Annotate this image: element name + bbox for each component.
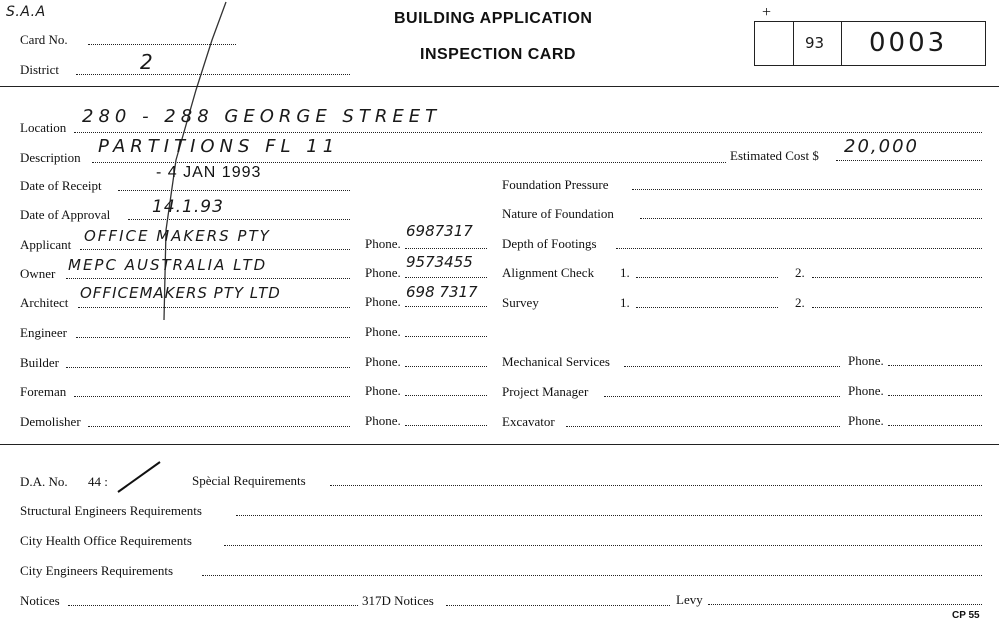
owner-phone-label: Phone. [365, 265, 401, 280]
applicant-label: Applicant [20, 237, 72, 252]
estimated-cost-label: Estimated Cost $ [730, 148, 819, 163]
engineer-label: Engineer [20, 325, 67, 340]
notices-317d-field[interactable] [446, 605, 670, 606]
project-manager-label: Project Manager [502, 384, 589, 399]
engineer-phone-field[interactable] [405, 336, 487, 337]
excavator-field[interactable] [566, 426, 840, 427]
applicant-phone-label: Phone. [365, 236, 401, 251]
estimated-cost-field[interactable] [836, 160, 982, 161]
architect-field[interactable] [78, 307, 350, 308]
architect-phone-field[interactable] [405, 306, 487, 307]
builder-phone-field[interactable] [405, 366, 487, 367]
mechanical-services-label: Mechanical Services [502, 354, 610, 369]
foundation-pressure-label: Foundation Pressure [502, 177, 609, 192]
excavator-label: Excavator [502, 414, 555, 429]
card-no-label: Card No. [20, 32, 68, 47]
district-label: District [20, 62, 59, 77]
demolisher-phone-label: Phone. [365, 413, 401, 428]
special-requirements-field[interactable] [330, 485, 982, 486]
owner-field[interactable] [66, 278, 350, 279]
district-value: 2 [140, 50, 155, 74]
depth-of-footings-label: Depth of Footings [502, 236, 597, 251]
applicant-value: OFFICE MAKERS PTY [84, 227, 271, 245]
builder-label: Builder [20, 355, 59, 370]
description-value: PARTITIONS FL 11 [98, 136, 340, 157]
owner-label: Owner [20, 266, 56, 281]
date-of-approval-label: Date of Approval [20, 207, 111, 222]
survey-num2: 2. [795, 295, 805, 310]
foreman-phone-field[interactable] [405, 395, 487, 396]
date-of-receipt-field[interactable] [118, 190, 350, 191]
da-no-value: 44 : [88, 474, 108, 489]
survey-label: Survey [502, 295, 539, 310]
owner-value: MEPC AUSTRALIA LTD [68, 256, 268, 274]
form-code: CP 55 [952, 610, 980, 621]
notices-label: Notices [20, 593, 60, 608]
owner-phone-field[interactable] [405, 277, 487, 278]
description-field[interactable] [92, 162, 726, 163]
city-health-field[interactable] [224, 545, 982, 546]
applicant-field[interactable] [80, 249, 350, 250]
engineer-field[interactable] [76, 337, 350, 338]
project-manager-field[interactable] [604, 396, 840, 397]
architect-phone-label: Phone. [365, 294, 401, 309]
excavator-phone-label: Phone. [848, 413, 884, 428]
city-engineers-field[interactable] [202, 575, 982, 576]
survey-num1: 1. [620, 295, 630, 310]
da-no-label: D.A. No. [20, 474, 68, 489]
mark-plus: + [762, 4, 772, 21]
project-manager-phone-label: Phone. [848, 383, 884, 398]
architect-value: OFFICEMAKERS PTY LTD [80, 284, 281, 302]
architect-label: Architect [20, 295, 69, 310]
notices-field[interactable] [68, 605, 358, 606]
project-manager-phone-field[interactable] [888, 395, 982, 396]
foundation-pressure-field[interactable] [632, 189, 982, 190]
date-of-receipt-label: Date of Receipt [20, 178, 102, 193]
mechanical-services-phone-label: Phone. [848, 353, 884, 368]
engineer-phone-label: Phone. [365, 324, 401, 339]
applicant-phone-field[interactable] [405, 248, 487, 249]
applicant-phone: 6987317 [406, 222, 473, 240]
excavator-phone-field[interactable] [888, 425, 982, 426]
nature-of-foundation-field[interactable] [640, 218, 982, 219]
foreman-phone-label: Phone. [365, 383, 401, 398]
architect-phone: 698 7317 [406, 283, 478, 301]
mechanical-services-phone-field[interactable] [888, 365, 982, 366]
alignment-check-num2: 2. [795, 265, 805, 280]
special-requirements-label: Spècial Requirements [192, 473, 306, 488]
demolisher-field[interactable] [88, 426, 350, 427]
form-title-line1: BUILDING APPLICATION [394, 10, 593, 27]
survey-field-2[interactable] [812, 307, 982, 308]
estimated-cost-value: 20,000 [844, 136, 919, 157]
bottom-section-divider [0, 444, 999, 445]
header-divider [0, 86, 999, 87]
handwritten-annotation: S.A.A [6, 4, 46, 20]
foreman-label: Foreman [20, 384, 67, 399]
notices-317d-label: 317D Notices [362, 593, 434, 608]
levy-label: Levy [676, 592, 703, 607]
builder-phone-label: Phone. [365, 354, 401, 369]
owner-phone: 9573455 [406, 253, 473, 271]
city-health-label: City Health Office Requirements [20, 533, 192, 548]
survey-field-1[interactable] [636, 307, 778, 308]
demolisher-phone-field[interactable] [405, 425, 487, 426]
depth-of-footings-field[interactable] [616, 248, 982, 249]
levy-field[interactable] [708, 604, 982, 605]
location-field[interactable] [74, 132, 982, 133]
date-of-approval-value: 14.1.93 [152, 197, 224, 217]
location-value: 280 - 288 GEORGE STREET [82, 106, 442, 127]
alignment-check-label: Alignment Check [502, 265, 595, 280]
card-number: 0003 [869, 28, 948, 58]
alignment-check-field-1[interactable] [636, 277, 778, 278]
date-of-approval-field[interactable] [128, 219, 350, 220]
nature-of-foundation-label: Nature of Foundation [502, 206, 614, 221]
structural-engineers-label: Structural Engineers Requirements [20, 503, 202, 518]
demolisher-label: Demolisher [20, 414, 81, 429]
structural-engineers-field[interactable] [236, 515, 982, 516]
card-number-prefix: 93 [805, 34, 825, 52]
alignment-check-field-2[interactable] [812, 277, 982, 278]
location-label: Location [20, 120, 67, 135]
date-of-receipt-stamp: - 4 JAN 1993 [156, 164, 262, 181]
description-label: Description [20, 150, 81, 165]
foreman-field[interactable] [74, 396, 350, 397]
city-engineers-label: City Engineers Requirements [20, 563, 174, 578]
form-title-line2: INSPECTION CARD [420, 46, 576, 63]
builder-field[interactable] [66, 367, 350, 368]
alignment-check-num1: 1. [620, 265, 630, 280]
mechanical-services-field[interactable] [624, 366, 840, 367]
